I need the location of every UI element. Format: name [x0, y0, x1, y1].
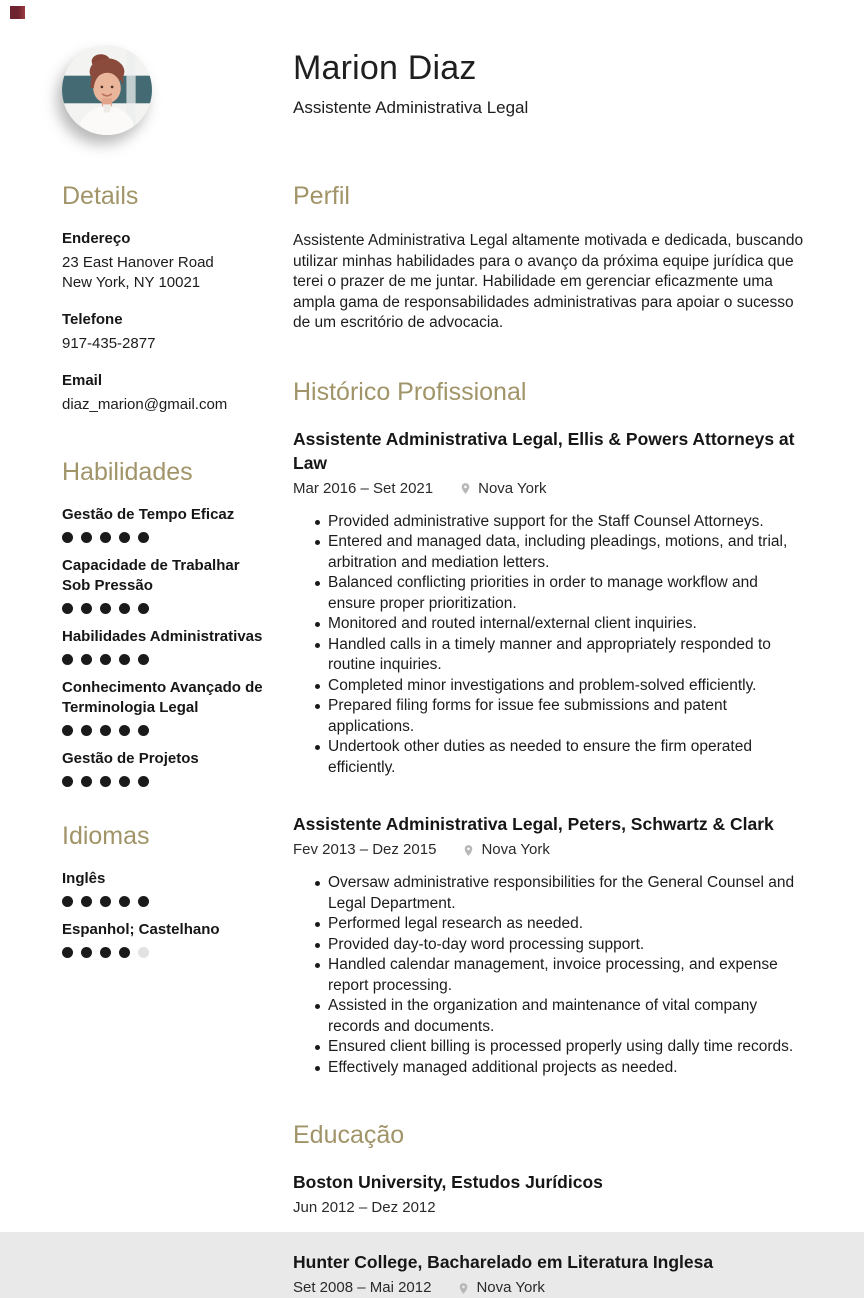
location-pin-icon	[459, 482, 472, 495]
detail-value: New York, NY 10021	[62, 274, 201, 291]
skill-label: Gestão de Tempo Eficaz	[62, 506, 235, 523]
rating-dot-filled	[62, 725, 73, 736]
employment-heading: Histórico Profissional	[293, 377, 527, 406]
rating-dot-filled	[81, 603, 92, 614]
education-title: Boston University, Estudos Jurídicos	[293, 1172, 603, 1192]
profile-text: Assistente Administrativa Legal altamente motivada e dedicada, buscando utilizar minhas habilidades para o avanço da próxima equipe jurídica que terei o prazer de me juntar. Habilidade em gerenciar eficazmente uma ampla gama de responsabilidades administrativas para apoiar o sucesso de um escritório de advocacia.	[293, 232, 804, 331]
bullet-item: Ensured client billing is processed properly using dally time records.	[293, 1037, 809, 1058]
skills-heading: Habilidades	[62, 458, 193, 486]
bullet-item: Balanced conflicting priorities in order to manage workflow and ensure proper prioritization.	[293, 573, 809, 614]
language-item	[62, 869, 270, 907]
rating-dot-filled	[81, 725, 92, 736]
avatar	[62, 45, 152, 135]
language-label: Espanhol; Castelhano	[62, 921, 220, 938]
person-title: Assistente Administrativa Legal	[293, 98, 529, 117]
rating-dot-filled	[62, 532, 73, 543]
sidebar	[62, 181, 270, 971]
rating-dot-filled	[119, 532, 130, 543]
detail-label: Telefone	[62, 311, 123, 328]
person-name: Marion Diaz	[293, 49, 477, 87]
skill-rating	[62, 724, 270, 736]
language-item	[62, 920, 270, 958]
job-meta	[293, 479, 809, 499]
rating-dot-filled	[119, 725, 130, 736]
rating-dot-filled	[119, 603, 130, 614]
skill-item	[62, 505, 270, 543]
bullet-item: Handled calls in a timely manner and appropriately responded to routine inquiries.	[293, 635, 809, 676]
rating-dot-filled	[100, 896, 111, 907]
employment-entry	[293, 812, 809, 1078]
skill-rating	[62, 653, 270, 665]
skill-item	[62, 627, 270, 665]
skill-item	[62, 556, 270, 614]
section-education	[293, 1120, 809, 1298]
job-bullets	[293, 873, 809, 1078]
skill-label: Capacidade de Trabalhar Sob Pressão	[62, 557, 240, 594]
education-title: Hunter College, Bacharelado em Literatura Inglesa	[293, 1252, 714, 1272]
header	[293, 48, 528, 119]
location-pin-icon	[457, 1282, 470, 1295]
rating-dot-filled	[100, 725, 111, 736]
rating-dot-filled	[62, 603, 73, 614]
education-entry	[293, 1250, 809, 1298]
bullet-item: Handled calendar management, invoice processing, and expense report processing.	[293, 955, 809, 996]
rating-dot-filled	[119, 947, 130, 958]
languages-heading: Idiomas	[62, 822, 150, 850]
education-dates: Jun 2012 – Dez 2012	[293, 1199, 436, 1216]
rating-dot-filled	[138, 896, 149, 907]
education-entry	[293, 1170, 809, 1218]
job-bullets	[293, 512, 809, 779]
skill-rating	[62, 602, 270, 614]
bullet-item: Effectively managed additional projects as needed.	[293, 1058, 809, 1079]
rating-dot-filled	[119, 776, 130, 787]
detail-phone	[62, 310, 270, 354]
rating-dot-filled	[100, 654, 111, 665]
job-meta	[293, 840, 809, 860]
rating-dot-filled	[81, 947, 92, 958]
rating-dot-filled	[138, 776, 149, 787]
profile-heading: Perfil	[293, 182, 350, 210]
skill-item	[62, 678, 270, 736]
rating-dot-filled	[138, 654, 149, 665]
skill-label: Gestão de Projetos	[62, 750, 199, 767]
bullet-item: Prepared filing forms for issue fee submissions and patent applications.	[293, 696, 809, 737]
skill-item	[62, 749, 270, 787]
job-title: Assistente Administrativa Legal, Peters, Schwartz & Clark	[293, 814, 774, 834]
rating-dot-filled	[138, 532, 149, 543]
section-details	[62, 181, 270, 415]
rating-dot-filled	[62, 896, 73, 907]
job-dates: Fev 2013 – Dez 2015	[293, 841, 437, 858]
detail-value: 23 East Hanover Road	[62, 254, 214, 271]
language-rating	[62, 895, 270, 907]
main-content	[293, 181, 809, 1298]
rating-dot-filled	[100, 776, 111, 787]
rating-dot-filled	[62, 654, 73, 665]
detail-email	[62, 371, 270, 415]
detail-label: Email	[62, 372, 103, 389]
section-skills	[62, 457, 270, 787]
rating-dot-filled	[138, 725, 149, 736]
rating-dot-empty	[138, 947, 149, 958]
employment-entry	[293, 427, 809, 779]
skill-rating	[62, 531, 270, 543]
profile-photo-illustration	[62, 45, 152, 135]
rating-dot-filled	[81, 654, 92, 665]
rating-dot-filled	[62, 776, 73, 787]
bullet-item: Provided day-to-day word processing support.	[293, 935, 809, 956]
rating-dot-filled	[119, 654, 130, 665]
job-dates: Mar 2016 – Set 2021	[293, 479, 434, 497]
education-location-label: Nova York	[476, 1279, 545, 1296]
bullet-item: Entered and managed data, including pleadings, motions, and trial, arbitration and mediation letters.	[293, 532, 809, 573]
education-location	[457, 1278, 544, 1298]
bullet-item: Assisted in the organization and maintenance of vital company records and documents.	[293, 996, 809, 1037]
detail-value: 917-435-2877	[62, 335, 156, 352]
rating-dot-filled	[100, 532, 111, 543]
section-employment	[293, 377, 809, 1079]
education-heading: Educação	[293, 1121, 405, 1149]
education-meta	[293, 1278, 809, 1298]
bullet-item: Provided administrative support for the Staff Counsel Attorneys.	[293, 512, 809, 533]
skill-label: Conhecimento Avançado de Terminologia Legal	[62, 679, 263, 716]
language-rating	[62, 946, 270, 958]
corner-mark	[10, 6, 25, 19]
language-label: Inglês	[62, 870, 106, 887]
detail-address	[62, 229, 270, 293]
details-heading: Details	[62, 182, 139, 210]
job-title: Assistente Administrativa Legal, Ellis & Powers Attorneys at Law	[293, 428, 795, 473]
detail-value: diaz_marion@gmail.com	[62, 396, 228, 413]
rating-dot-filled	[81, 532, 92, 543]
rating-dot-filled	[100, 603, 111, 614]
bullet-item: Oversaw administrative responsibilities for the General Counsel and Legal Department.	[293, 873, 809, 914]
job-location	[462, 840, 549, 860]
detail-label: Endereço	[62, 230, 131, 247]
rating-dot-filled	[62, 947, 73, 958]
rating-dot-filled	[100, 947, 111, 958]
location-pin-icon	[462, 844, 475, 857]
job-location-label: Nova York	[478, 479, 547, 497]
bullet-item: Monitored and routed internal/external client inquiries.	[293, 614, 809, 635]
bullet-item: Performed legal research as needed.	[293, 914, 809, 935]
bullet-item: Completed minor investigations and problem-solved efficiently.	[293, 676, 809, 697]
rating-dot-filled	[119, 896, 130, 907]
job-location-label: Nova York	[481, 841, 550, 858]
rating-dot-filled	[81, 896, 92, 907]
skill-label: Habilidades Administrativas	[62, 628, 263, 645]
education-dates: Set 2008 – Mai 2012	[293, 1279, 432, 1296]
job-location	[459, 479, 546, 499]
section-profile	[293, 181, 809, 334]
education-meta	[293, 1198, 809, 1218]
section-languages	[62, 821, 270, 958]
bullet-item: Undertook other duties as needed to ensure the firm operated efficiently.	[293, 737, 809, 778]
rating-dot-filled	[81, 776, 92, 787]
skill-rating	[62, 775, 270, 787]
rating-dot-filled	[138, 603, 149, 614]
